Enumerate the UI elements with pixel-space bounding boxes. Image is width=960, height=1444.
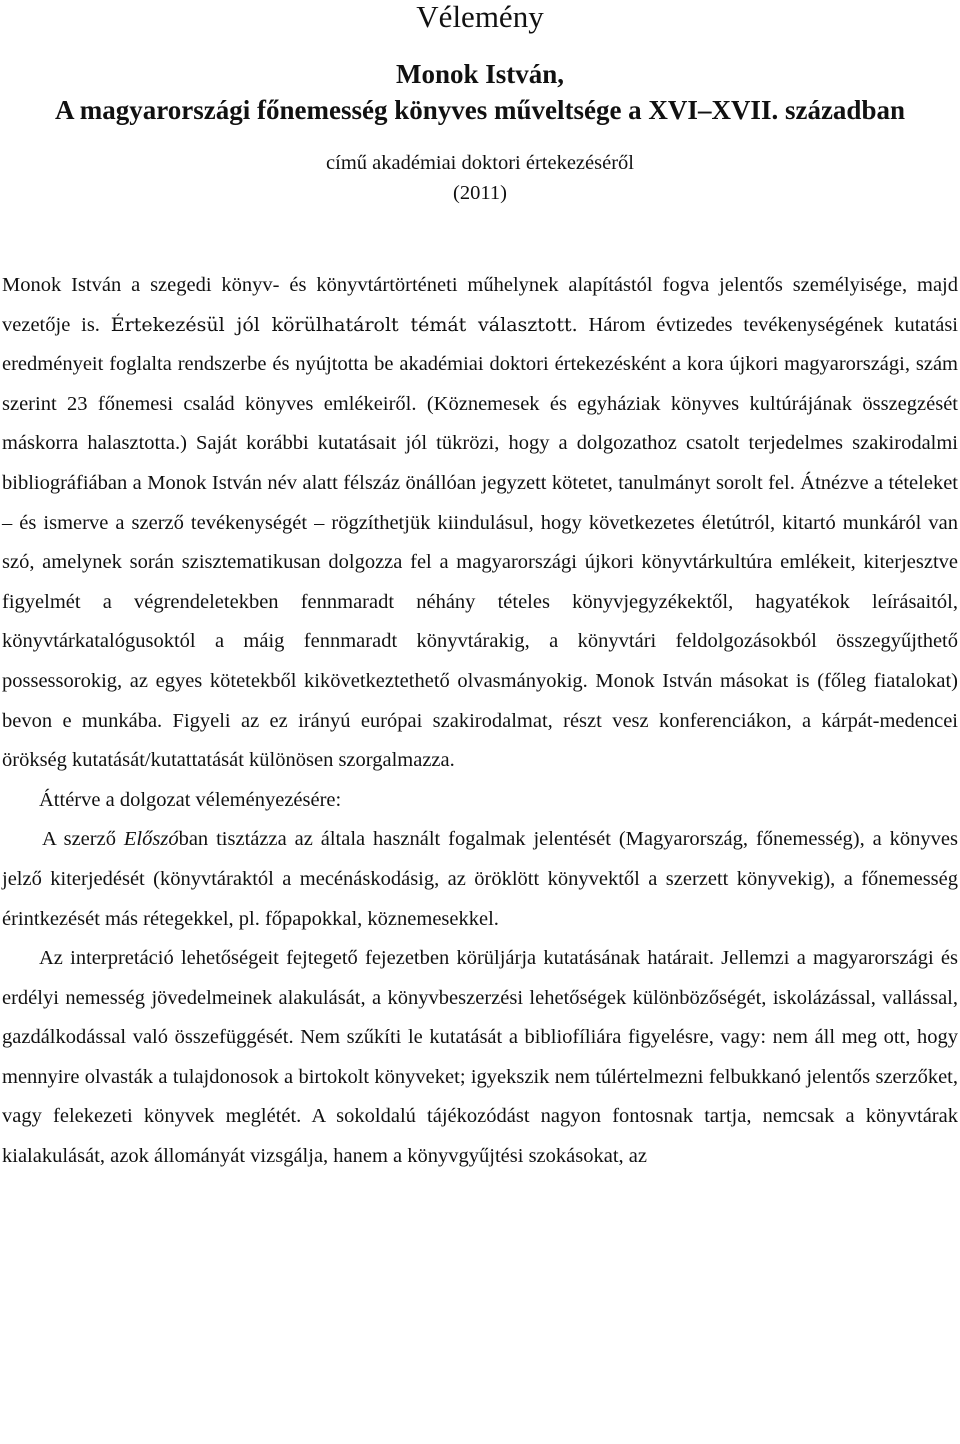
page-title: Vélemény	[416, 0, 544, 34]
review-body	[0, 266, 960, 1177]
paragraph-interpretation: Az interpretáció lehetőségeit fejtegető fejezetben körüljárja kutatásának határait. Jellemzi a magyarországi és erdélyi nemesség jövedelmeinek alakulását, a könyvbeszerzési lehetőségek különbözőségét, iskolázással, vallással, gazdálkodással való összefüggését. Nem szűkíti le kutatását a bibliofíliára figyelésre, vagy: nem áll meg ott, hogy mennyire olvasták a tulajdonosok a birtokolt könyveket; igyekszik nem túlértelmezni felbukkanó jelentős szerzőket, vagy felekezeti könyvek meglétét. A sokoldalú tájékozódást nagyon fontosnak tartja, nemcsak a könyvtárak kialakulását, azok állományát vizsgálja, hanem a könyvgyűjtési szokásokat, az	[2, 947, 958, 1168]
preface-term: Előszó	[123, 828, 179, 851]
work-heading	[0, 56, 960, 128]
paragraph-intro-part1: Monok István a szegedi könyv- és könyvtártörténeti műhelynek alapítástól fogva jelentős személyisége, majd vezetője is.	[2, 274, 958, 336]
dissertation-note	[0, 148, 960, 208]
paragraph-intro-part2: Értekezésül jól körülhatárolt témát választott.	[110, 313, 578, 336]
paragraph-preface	[2, 820, 958, 939]
dissertation-year: (2011)	[453, 182, 507, 204]
dissertation-type: című akadémiai doktori értekezéséről	[326, 152, 634, 174]
paragraph-preface-lead: A szerző	[42, 828, 124, 851]
paragraph-intro	[2, 266, 958, 781]
work-title: A magyarországi főnemesség könyves műveltsége a XVI–XVII. században	[55, 95, 905, 125]
paragraph-intro-part3: Három évtizedes tevékenységének kutatási eredményeit foglalta rendszerbe és nyújtotta be akadémiai doktori értekezésként a kora újkori magyarországi, szám szerint 23 főnemesi család könyves emlékeiről. (Köznemesek és egyháziak könyves kultúrájának összegzését máskorra halasztotta.) Saját korábbi kutatásait jól tükrözi, hogy a dolgozathoz csatolt terjedelmes szakirodalmi bibliográfiában a Monok István név alatt félszáz önállóan jegyzett kötetet, tanulmányt sorolt fel. Átnézve a tételeket – és ismerve a szerző tevékenységét – rögzíthetjük kiindulásul, hogy következetes életútról, kitartó munkáról van szó, amelynek során szisztematikusan dolgozza fel a magyarországi újkori könyvtárkultúra emlékeit, kiterjesztve figyelmét a végrendeletekben fennmaradt néhány tételes könyvjegyzékektől, hagyatékok leírásaitól, könyvtárkatalógusoktól a máig fennmaradt könyvtárakig, a könyvtári feldolgozásokból összegyűjthető possessorokig, az egyes kötetekből kikövetkeztethető olvasmányokig. Monok István másokat is (főleg fiatalokat) bevon e munkába. Figyeli az ez irányú európai szakirodalmat, részt vesz konferenciákon, a kárpát-medencei örökség kutatását/kutattatását különösen szorgalmazza.	[2, 313, 958, 772]
paragraph-transition: Áttérve a dolgozat véleményezésére:	[39, 788, 342, 811]
author-name: Monok István,	[395, 59, 565, 89]
paragraph-preface-rest: ban tisztázza az általa használt fogalmak jelentését (Magyarország, főnemesség), a könyves jelző kiterjedését (könyvtáraktól a mecénáskodásig, az öröklött könyvektől a szerzett könyvekig), a főnemesség érintkezését más rétegekkel, pl. főpapokkal, köznemesekkel.	[2, 828, 958, 930]
